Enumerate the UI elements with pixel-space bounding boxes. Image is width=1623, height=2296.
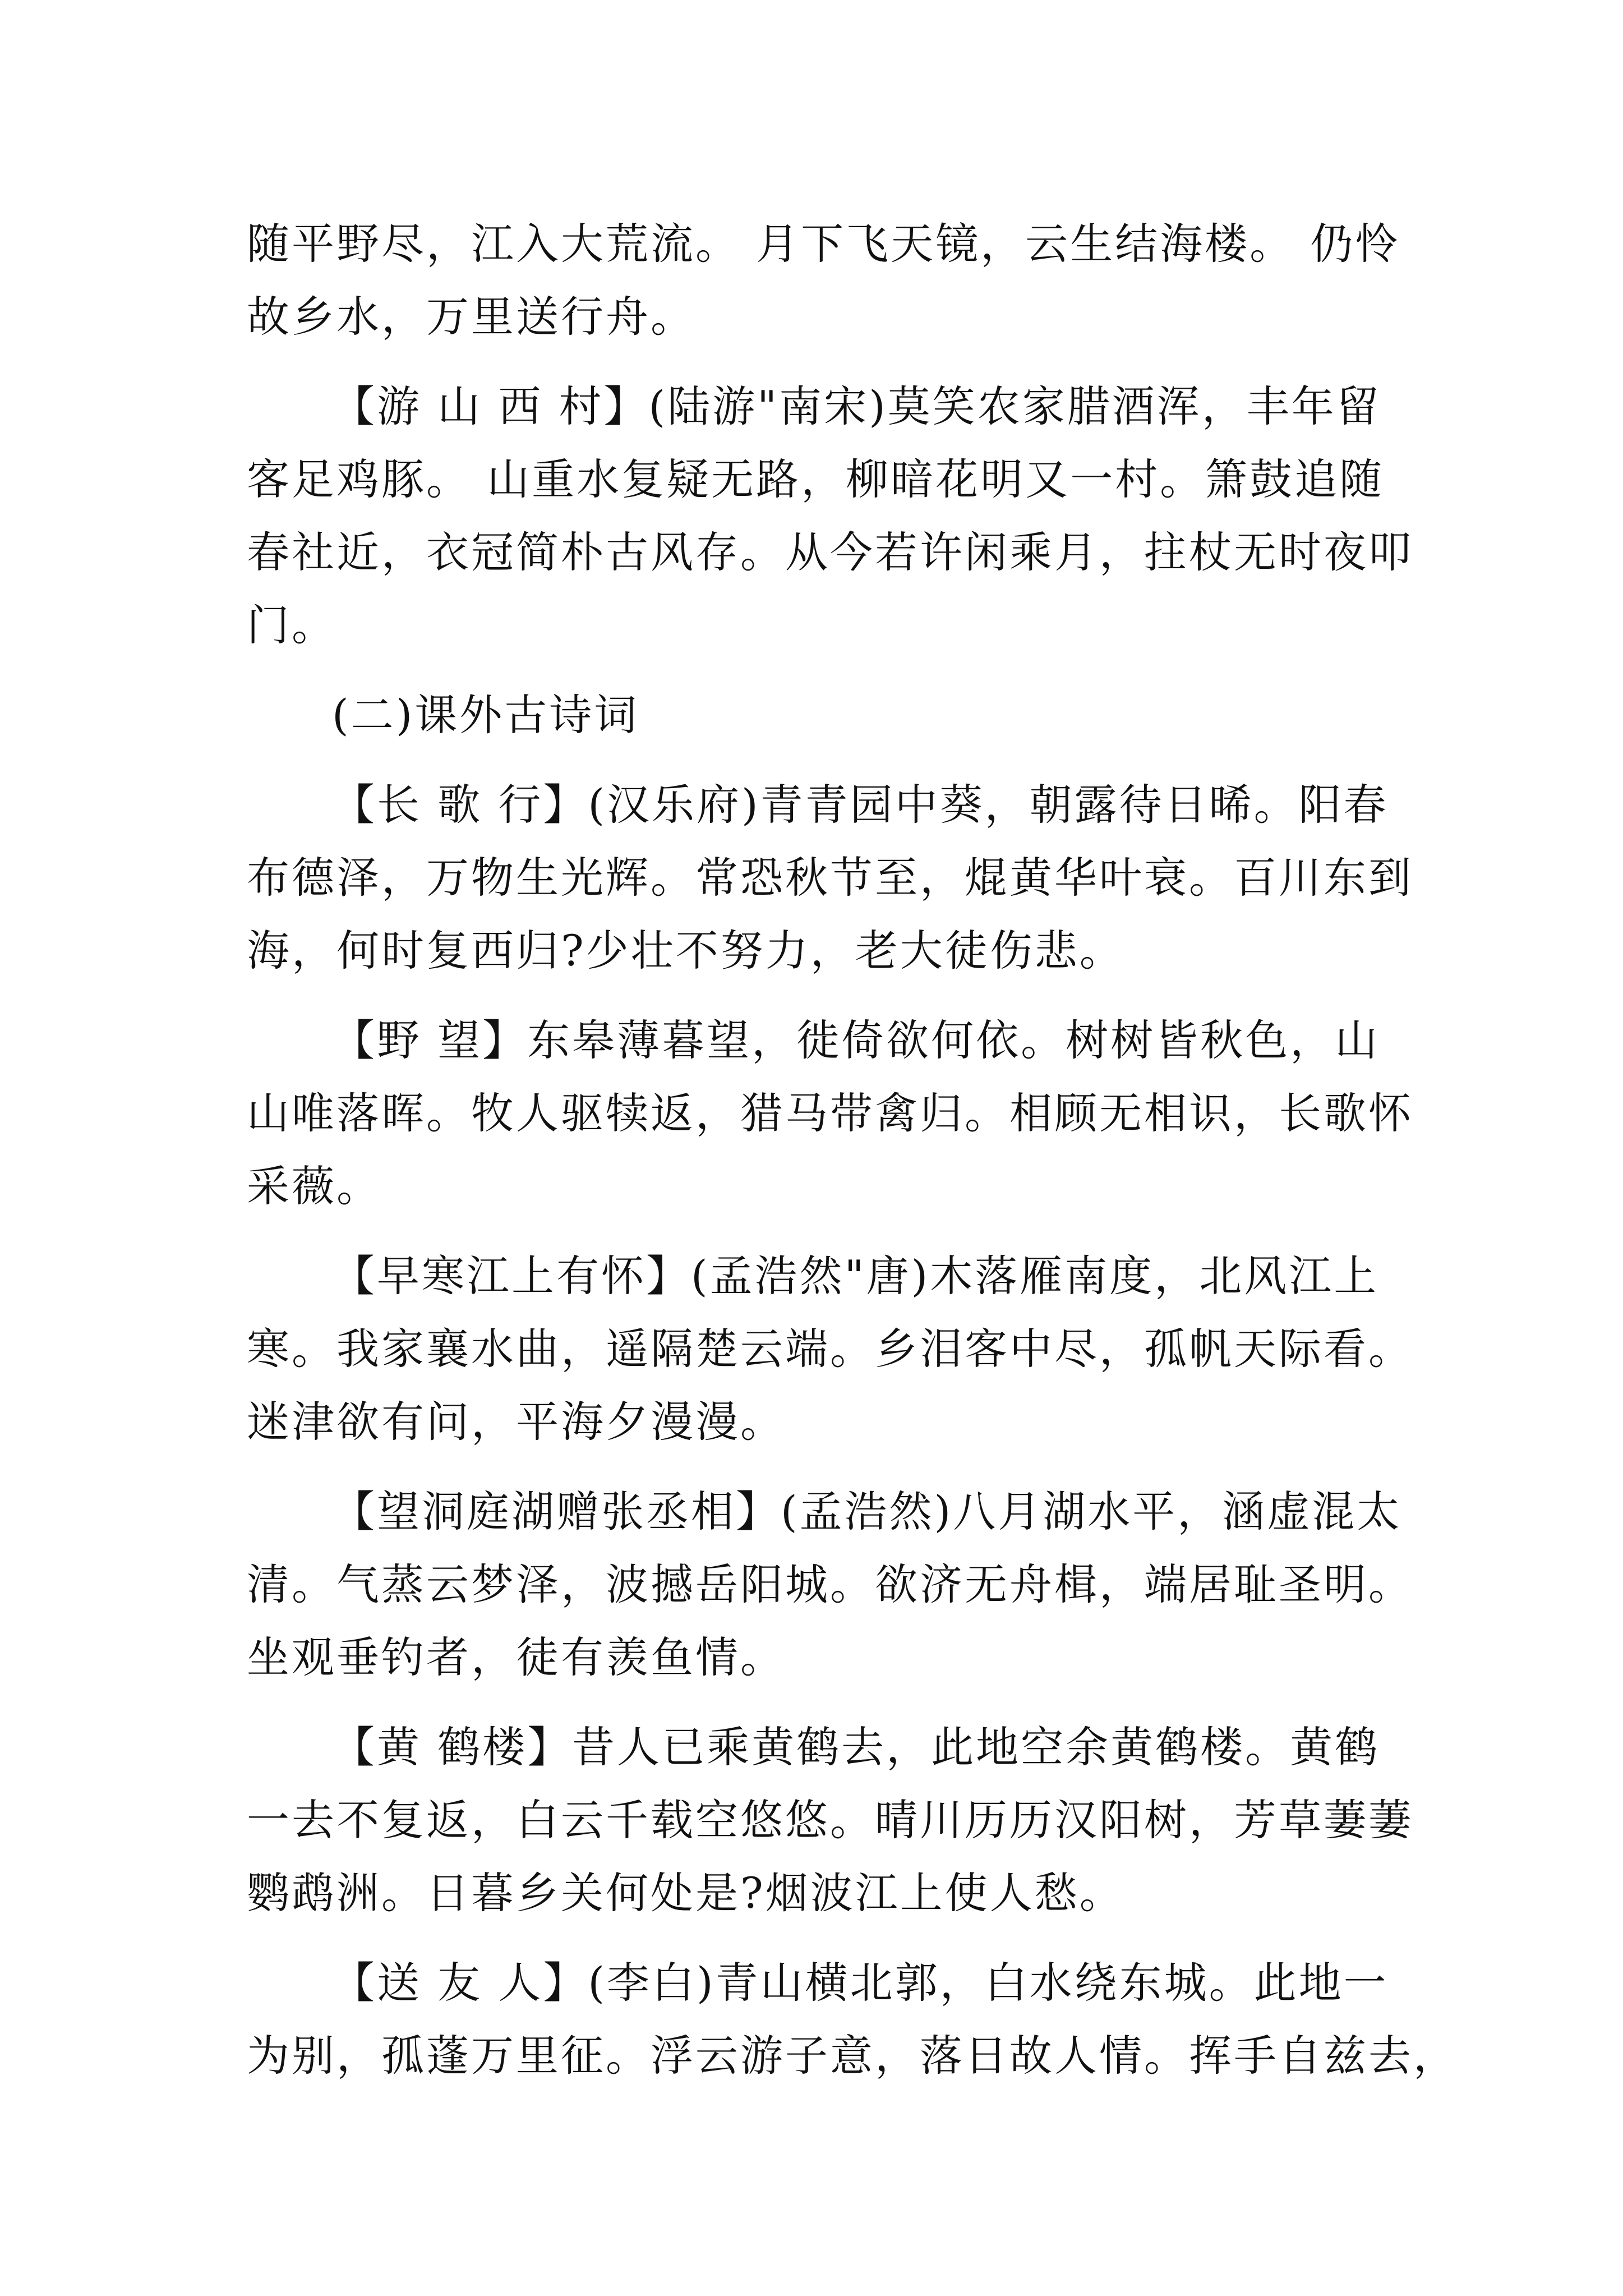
text-line: 坐观垂钓者，徒有羡鱼情。 [247,1632,785,1682]
text-line: 清。气蒸云梦泽，波撼岳阳城。欲济无舟楫，端居耻圣明。 [247,1559,1413,1609]
text-line: 山唯落晖。牧人驱犊返，猎马带禽归。相顾无相识，长歌怀 [247,1088,1413,1138]
poem-title-line: 【送 友 人】(李白)青山横北郭，白水绕东城。此地一 [332,1958,1389,2008]
section-heading: (二)课外古诗词 [332,690,639,740]
poem-title-line: 【黄 鹤楼】昔人已乘黄鹤去，此地空余黄鹤楼。黄鹤 [332,1722,1380,1772]
text-line: 寒。我家襄水曲，遥隔楚云端。乡泪客中尽，孤帆天际看。 [247,1324,1413,1374]
text-line: 布德泽，万物生光辉。常恐秋节至，焜黄华叶衰。百川东到 [247,853,1413,903]
text-line: 故乡水，万里送行舟。 [247,292,695,342]
poem-title-line: 【望洞庭湖赠张丞相】(孟浩然)八月湖水平，涵虚混太 [332,1487,1402,1536]
document-page [247,208,1458,2092]
text-line: 随平野尽，江入大荒流。 月下飞天镜，云生结海楼。 仍怜 [247,219,1400,269]
text-line: 为别，孤蓬万里征。浮云游子意，落日故人情。挥手自兹去， [247,2031,1458,2081]
poem-title-line: 【游 山 西 村】(陆游"南宋)莫笑农家腊酒浑，丰年留 [332,381,1381,431]
text-line: 采薇。 [247,1161,381,1211]
text-line: 门。 [247,600,336,650]
poem-title-line: 【野 望】东皋薄暮望，徙倚欲何依。树树皆秋色，山 [332,1015,1380,1065]
poem-title-line: 【早寒江上有怀】(孟浩然"唐)木落雁南度，北风江上 [332,1251,1379,1301]
text-line: 客足鸡豚。 山重水复疑无路，柳暗花明又一村。箫鼓追随 [247,454,1385,504]
poem-title-line: 【长 歌 行】(汉乐府)青青园中葵，朝露待日晞。阳春 [332,780,1389,830]
text-line: 海，何时复西归?少壮不努力，老大徒伤悲。 [247,926,1124,976]
text-line: 一去不复返，白云千载空悠悠。晴川历历汉阳树，芳草萋萋 [247,1795,1413,1845]
text-line: 春社近，衣冠简朴古风存。从今若许闲乘月，拄杖无时夜叩 [247,527,1413,577]
text-line: 迷津欲有问，平海夕漫漫。 [247,1397,785,1447]
text-line: 鹦鹉洲。日暮乡关何处是?烟波江上使人愁。 [247,1868,1124,1918]
